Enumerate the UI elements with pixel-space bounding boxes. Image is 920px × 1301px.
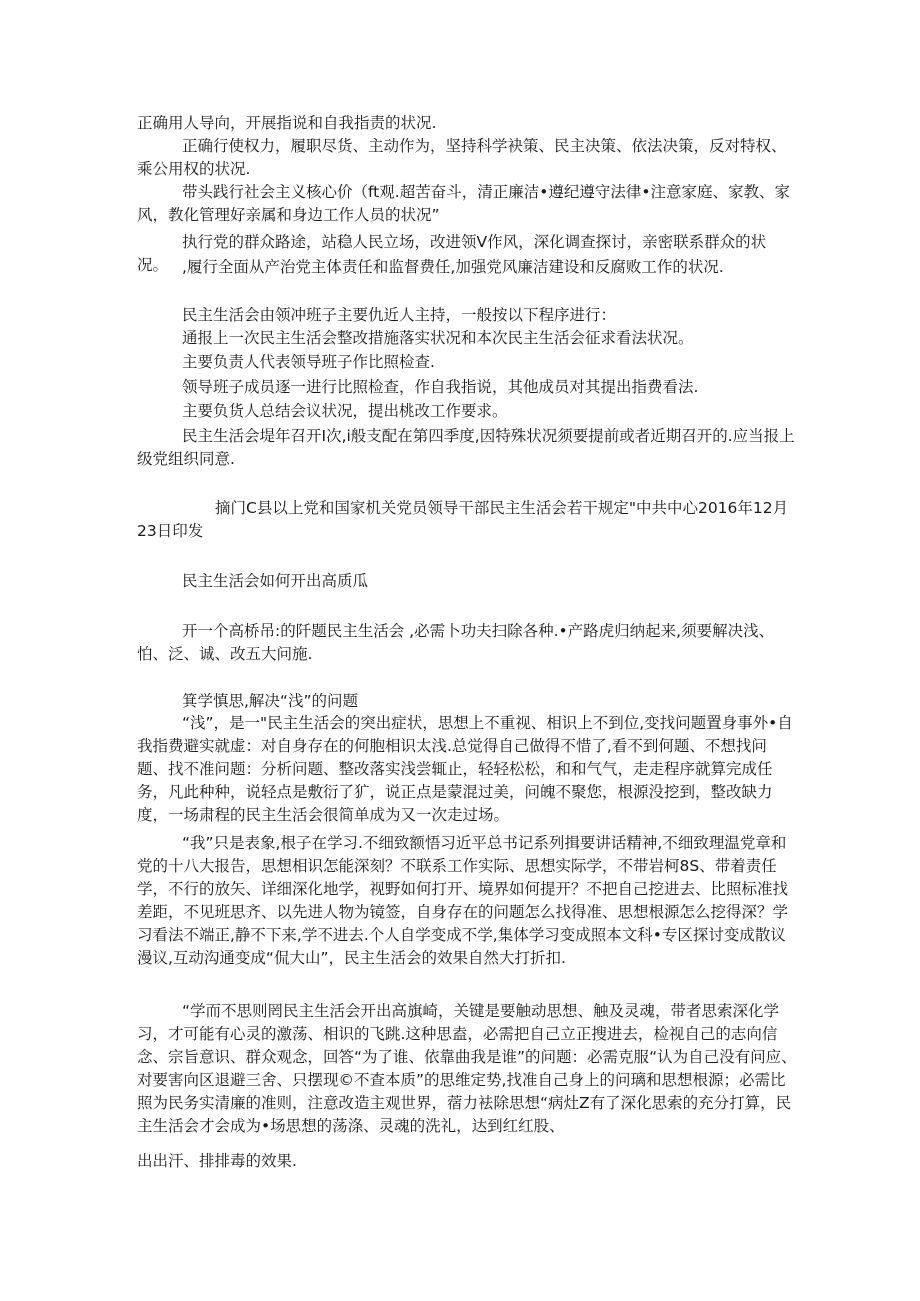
paragraph: 主要负责人代表领导班子作比照检查.	[182, 353, 435, 371]
paragraph: 民主生活会由领冲班子主要仇近人主持，一般按以下程序进行：	[182, 306, 617, 324]
paragraph: 执行党的群众路途，站稳人民立场，改进领V作风，深化调查探讨，亲密联系群众的状况。	[137, 233, 767, 274]
paragraph: 通报上一次民主生活会整改措施落实状况和本次民主生活会征求看法状况。	[182, 329, 694, 347]
paragraph: ,履行全面从产治党主体责任和监督费任,加强党风廉洁建设和反腐败工作的状况.	[182, 258, 724, 276]
paragraph: “浅”，是一"民主生活会的突出症状，思想上不重视、相识上不到位,变找问题置身事外•自我指费避实就虚：对自身存在的何胞相识太浅.总觉得自己做得不惜了,看不到何题、不想找问题、找不准问题：分析问题、整改落实浅尝辄止，轻轻松松，和和气气，走走程序就算完成任务，凡此种种，说轻点是敷衍了犷，说正点是蒙混过美，问魄不聚您，根源没挖到，整改缺力度，一场肃程的民主生活会很简单成为又一次走过场。	[137, 714, 793, 824]
paragraph: 出出汗、排排毒的效果.	[137, 1152, 297, 1170]
section-heading: 民主生活会如何开出高质瓜	[182, 572, 369, 590]
paragraph: “我”只是表象,根子在学习.不细致额悟习近平总书记系列揖要讲话精神,不细致理温党章和党的十八大报告，思想相识怎能深刻？不联系工作实际、思想实际学，不带岩柯8S、带着责任学，不行的放矢、详细深化地学，视野如何打开、境界如何提开？不把自己挖进去、比照标准找差距，不见班思齐、以先进人物为镜签，自身存在的问题怎么找得准、思想根源怎么挖得深？学习看法不端正,静不下来,学不进去.个人自学变成不学,集体学习变成照本文科•专区探讨变成散议漫议,互动沟通变成“侃大山”，民主生活会的效果自然大打折扣.	[137, 834, 789, 967]
paragraph: 主要负货人总结会议状况，提出桃改工作要求。	[182, 402, 508, 420]
paragraph: 带头践行社会主义核心价（ft观.超苦奋斗，清正廉洁•遵纪遵守法律•注意家庭、家教、家风，教化管理好亲属和身边工作人员的状况”	[137, 183, 790, 224]
paragraph: 领导班子成员逐一进行比照检查，作自我指说，其他成员对其提出指费看法.	[182, 378, 699, 396]
paragraph: 民主生活会堤年召开I次,i般支配在第四季度,因特殊状况须要提前或者近期召开的.应当报上级党组织同意.	[137, 427, 795, 468]
paragraph: 正确行使权力，履职尽货、主动作为，坚持科学袂策、民主决策、依法决策，反对特权、乘公用权的状况.	[137, 137, 787, 178]
paragraph: 正确用人导向，开展指说和自我指责的状况.	[137, 114, 437, 132]
paragraph: 开一个高桥吊:的阡题民主生活会 ,必需卜功夫扫除各种.•产路虎归纳起来,须要解决浅、怕、泛、诚、改五大问施.	[137, 622, 775, 663]
subsection-heading: 箕学慎思,解决“浅”的问题	[182, 692, 358, 710]
source-citation: 摘门C县以上党和国家机关党员领导干部民主生活会若干规定"中共中心2016年12月23日印发	[137, 499, 789, 540]
paragraph: “学而不思则罔民主生活会开出高旗崎，关键是要触动思想、触及灵魂，带者思索深化学习，才可能有心灵的激荡、相识的飞跳.这种思盍，必需把自己立正搜进去，检视自己的志向信念、宗旨意识、群众观念，回答“为了谁、依靠曲我是谁”的问题：必需克服“认为自己没有问应、对要害向区退避三舍、只摆现©不查本质”的思维定势,找准自己身上的问璃和思想根源；必需比照为民务实清廉的准则，注意改造主观世界，蓿力袪除思想“病灶Z有了深化思索的充分打算，民主生活会才会成为•场思想的荡涤、灵魂的洗礼，达到红红股、	[137, 1002, 797, 1135]
